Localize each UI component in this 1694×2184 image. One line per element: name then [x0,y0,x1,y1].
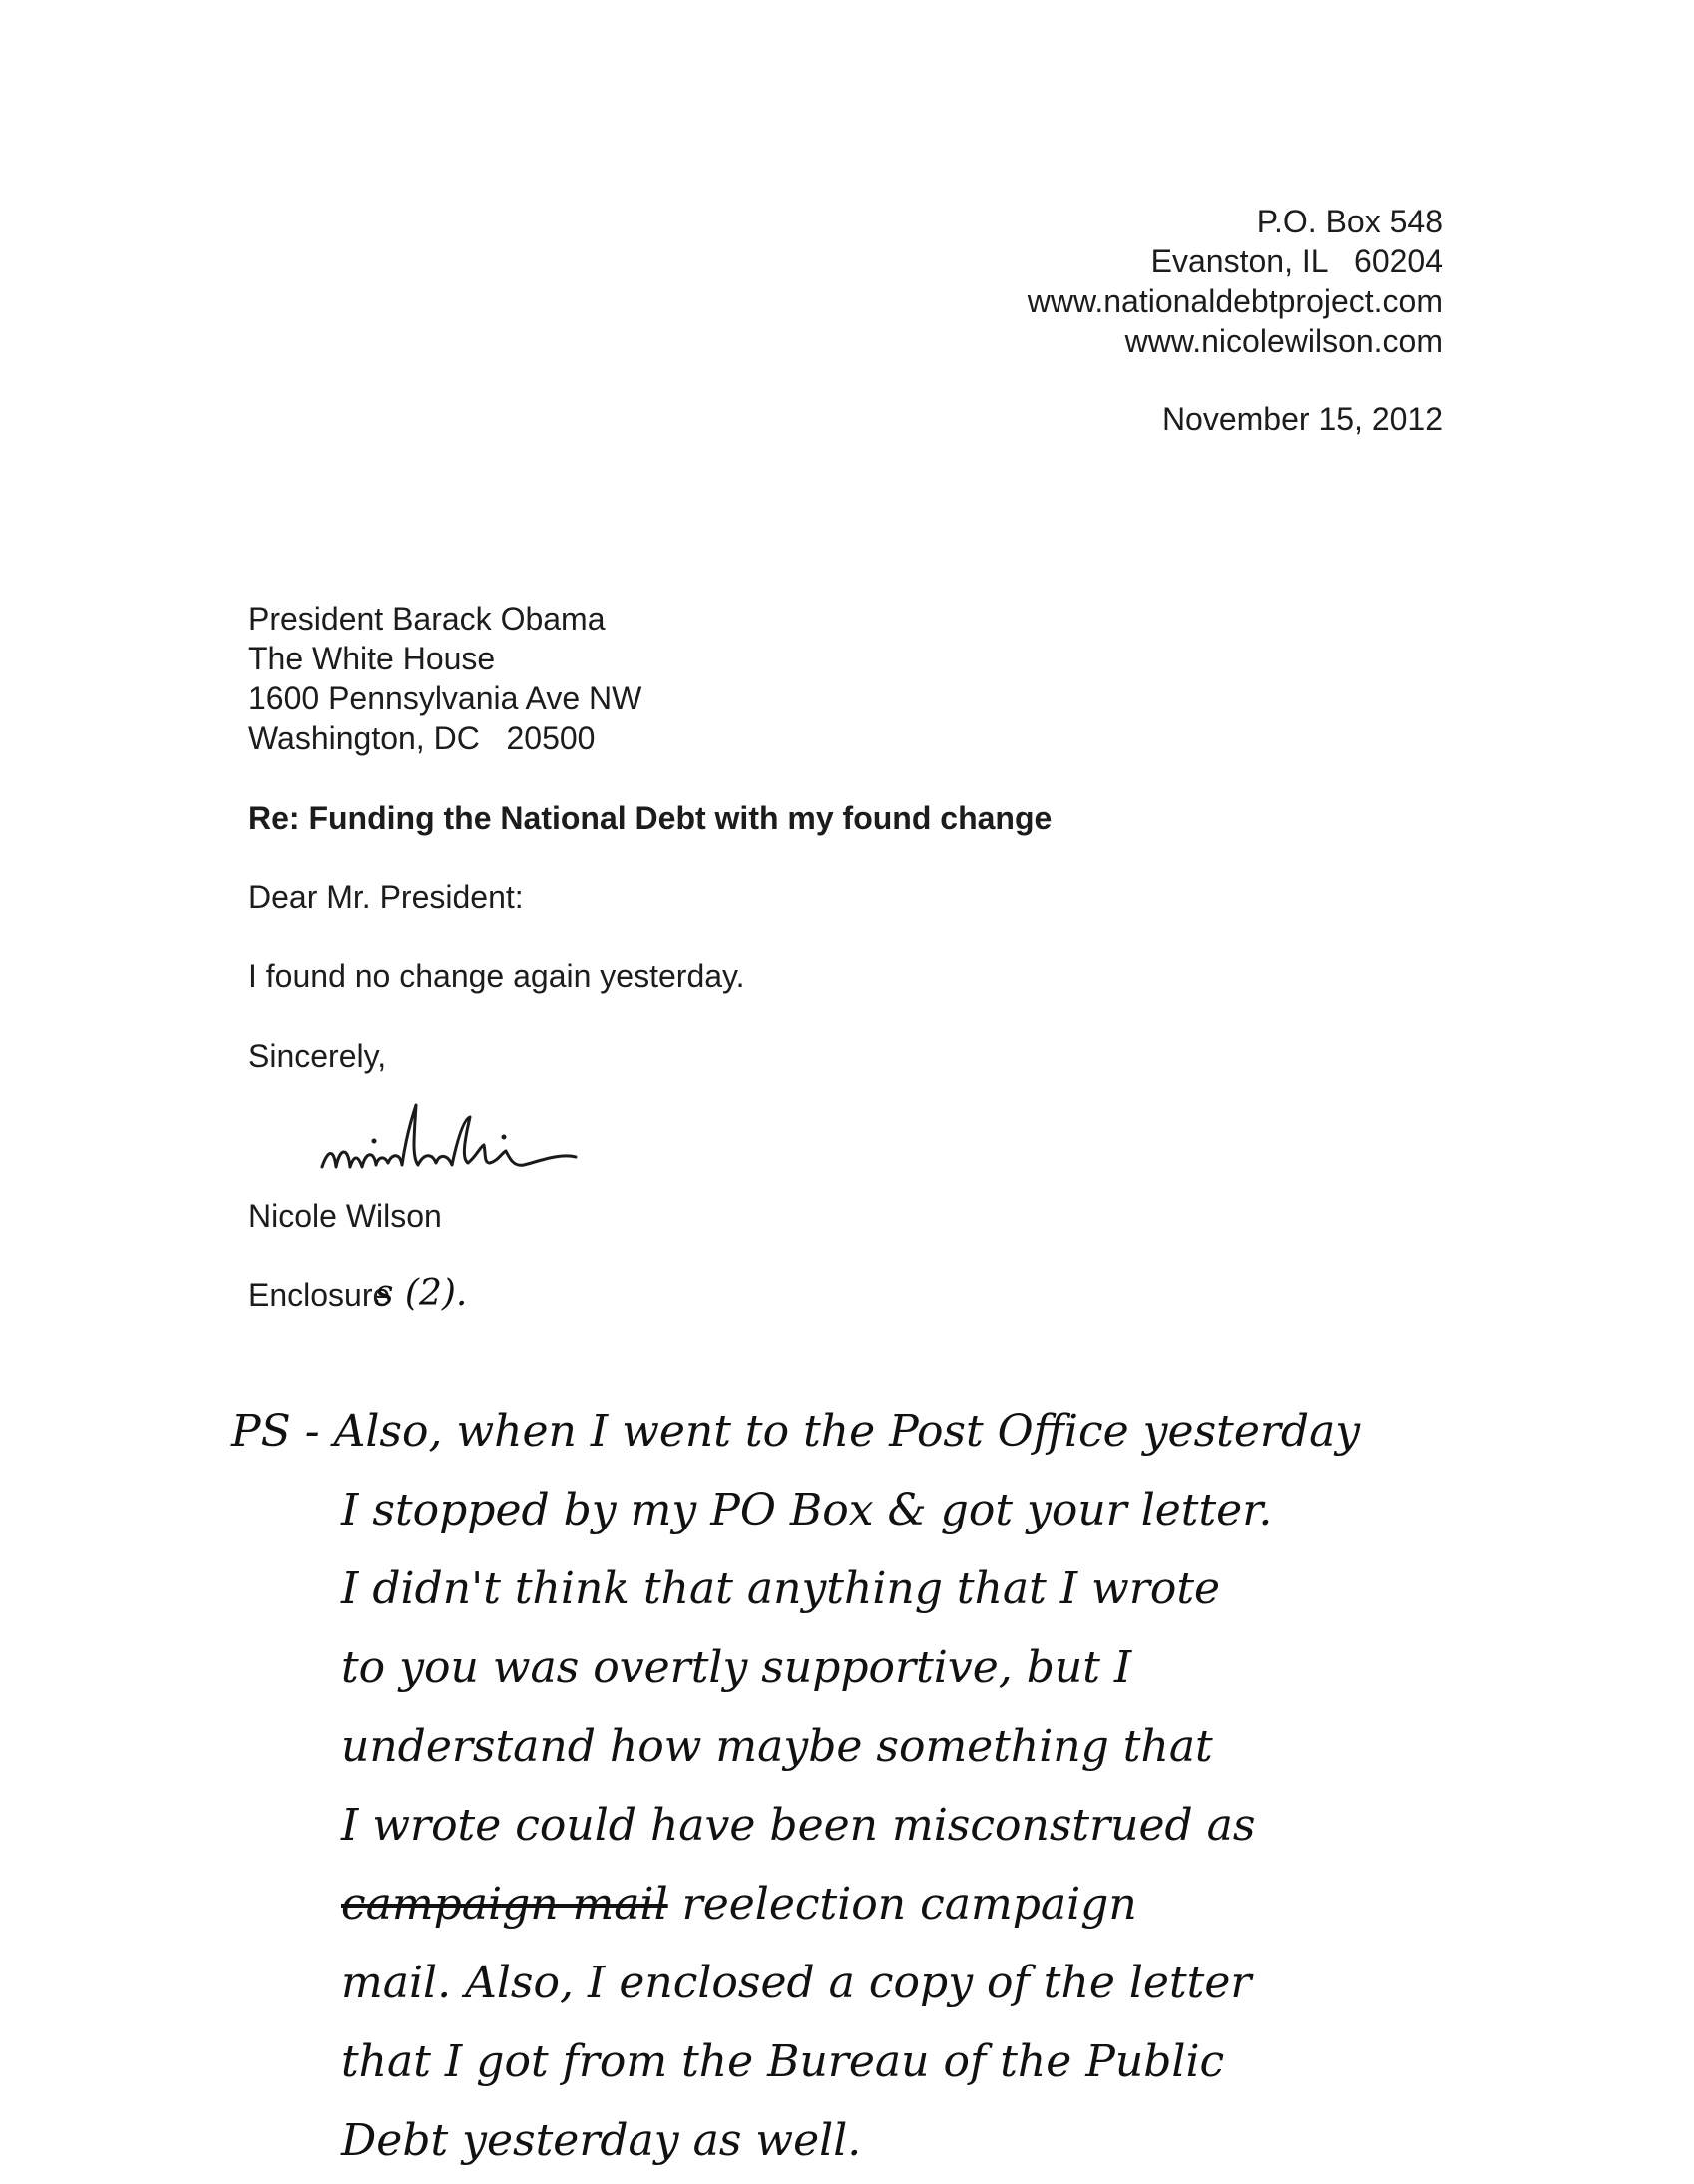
ps-line: PS - Also, when I went to the Post Office yesterday [231,1406,1361,1457]
ps-line: I stopped by my PO Box & got your letter. [341,1485,1273,1535]
sender-po-box: P.O. Box 548 [1256,204,1443,239]
salutation: Dear Mr. President: [248,879,524,915]
ps-line: understand how maybe something that [341,1721,1213,1772]
sender-city: Evanston, IL 60204 [1150,243,1443,279]
recipient-name: President Barack Obama [248,601,606,637]
sender-website-2: www.nicolewilson.com [1124,323,1443,359]
letter-body: I found no change again yesterday. [248,958,745,994]
ps-line: mail. Also, I enclosed a copy of the letter [341,1958,1252,2008]
recipient-org: The White House [248,641,496,676]
signature-name: Nicole Wilson [248,1198,442,1234]
ps-line: to you was overtly supportive, but I [341,1642,1132,1693]
closing: Sincerely, [248,1038,387,1074]
ps-line: I wrote could have been misconstrued as [341,1800,1256,1851]
sender-website-1: www.nationaldebtproject.com [1027,283,1443,319]
handwritten-postscript [231,1392,1548,2180]
ps-line: Debt yesterday as well. [341,2115,862,2166]
handwritten-signature [314,1097,673,1207]
ps-line-with-strikethrough [231,1865,1548,1944]
handwritten-enclosure-suffix [375,1271,575,1319]
ps-line: I didn't think that anything that I wrote [341,1563,1221,1614]
subject-line: Re: Funding the National Debt with my found change [248,800,1053,836]
recipient-city: Washington, DC 20500 [248,720,596,756]
ps-line-text: reelection campaign [681,1879,1137,1930]
ps-line: that I got from the Bureau of the Public [341,2036,1225,2087]
recipient-street: 1600 Pennsylvania Ave NW [248,680,642,716]
letter-date: November 15, 2012 [1161,401,1443,437]
svg-text:s (2).: s (2). [375,1273,468,1314]
recipient-address [248,599,1146,758]
enclosure-line: Enclosure [248,1277,391,1313]
struck-out-text: campaign mail [341,1879,668,1930]
sender-address [858,202,1443,361]
